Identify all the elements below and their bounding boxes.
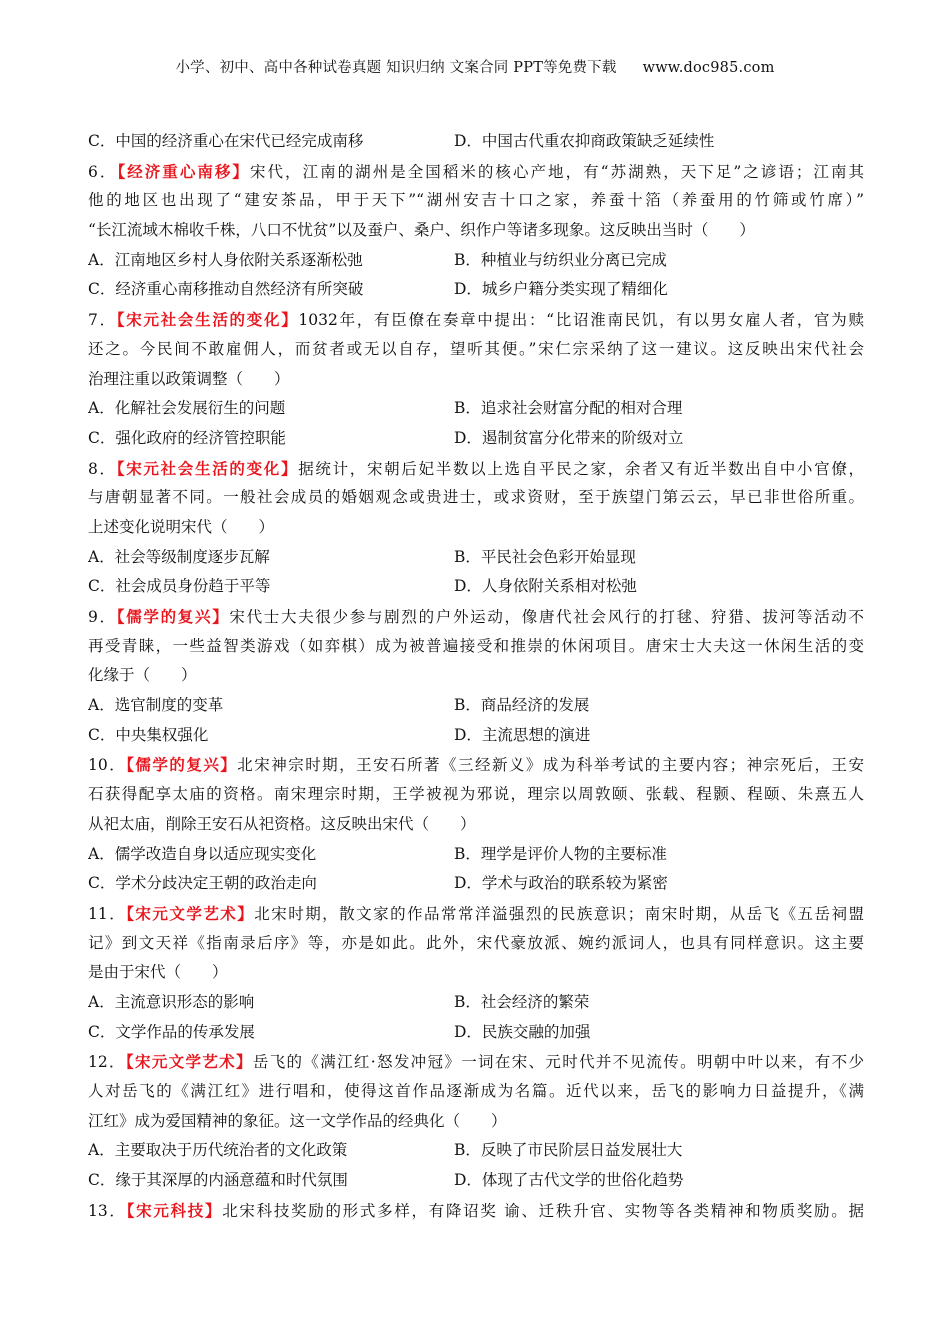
option-c[interactable]: C．学术分歧决定王朝的政治走向 bbox=[88, 874, 317, 893]
option-c[interactable]: C．社会成员身份趋于平等 bbox=[88, 577, 271, 596]
question-7-stem-line-2: 还之。今民间不敢雇佣人，而贫者或无以自存，望听其便。”宋仁宗采纳了这一建议。这反映出宋代社会 bbox=[88, 339, 864, 358]
option-d[interactable]: D．中国古代重农抑商政策缺乏延续性 bbox=[454, 132, 715, 150]
topic-tag: 【宋元社会生活的变化】 bbox=[116, 458, 299, 478]
stem-text: 宋代士大夫很少参与剧烈的户外运动，像唐代社会风行的打毬、狩猎、拔河等活动不 bbox=[229, 608, 864, 626]
question-11-stem-line-2: 记》到文天祥《指南录后序》等，亦是如此。此外，宋代豪放派、婉约派词人，也具有同样意识。这主要 bbox=[88, 933, 864, 952]
option-b[interactable]: B．平民社会色彩开始显现 bbox=[454, 547, 636, 566]
question-7-options-cd bbox=[88, 424, 864, 454]
option-b[interactable]: B．反映了市民阶层日益发展壮大 bbox=[454, 1141, 683, 1160]
question-number: 7． bbox=[88, 311, 117, 330]
question-6-stem-line-1 bbox=[88, 157, 864, 187]
option-a[interactable]: A．社会等级制度逐步瓦解 bbox=[88, 547, 270, 566]
question-8-options-cd bbox=[88, 572, 864, 602]
exam-content bbox=[88, 127, 864, 1225]
question-6-options-cd bbox=[88, 275, 864, 305]
question-6-stem-line-3: “长江流域木棉收千株，八口不忧贫”以及蚕户、桑户、织作户等诸多现象。这反映出当时（ ） bbox=[88, 221, 755, 240]
question-10-options-ab bbox=[88, 840, 864, 870]
question-number: 13． bbox=[88, 1201, 127, 1220]
option-d[interactable]: D．学术与政治的联系较为紧密 bbox=[454, 874, 668, 893]
option-c[interactable]: C．文学作品的传承发展 bbox=[88, 1022, 255, 1041]
option-a[interactable]: A．化解社会发展衍生的问题 bbox=[88, 399, 286, 418]
option-a[interactable]: A．主要取决于历代统治者的文化政策 bbox=[88, 1141, 348, 1160]
question-7-stem-line-3: 治理注重以政策调整（ ） bbox=[88, 369, 290, 388]
topic-tag: 【经济重心南移】 bbox=[117, 161, 250, 181]
question-9-options-cd bbox=[88, 721, 864, 751]
option-b[interactable]: B．社会经济的繁荣 bbox=[454, 992, 590, 1011]
stem-text: 岳飞的《满江红·怒发冲冠》一词在宋、元时代并不见流传。明朝中叶以来，有不少 bbox=[252, 1053, 864, 1072]
option-a[interactable]: A．江南地区乡村人身依附关系逐渐松弛 bbox=[88, 250, 363, 269]
topic-tag: 【宋元文学艺术】 bbox=[125, 1052, 253, 1072]
stem-text: 1032年，有臣僚在奏章中提出：“比诏淮南民饥，有以男女雇人者，官为赎 bbox=[298, 311, 864, 330]
question-8-stem-line-3: 上述变化说明宋代（ ） bbox=[88, 517, 275, 536]
header-site-link[interactable]: www.doc985.com bbox=[642, 60, 775, 76]
stem-text: 据统计，宋朝后妃半数以上选自平民之家，余者又有近半数出自中小官僚， bbox=[298, 459, 864, 478]
option-b[interactable]: B．商品经济的发展 bbox=[454, 696, 590, 715]
option-d[interactable]: D．遏制贫富分化带来的阶级对立 bbox=[454, 428, 684, 447]
topic-tag: 【宋元社会生活的变化】 bbox=[116, 310, 299, 330]
question-number: 12． bbox=[88, 1053, 126, 1072]
option-d[interactable]: D．体现了古代文学的世俗化趋势 bbox=[454, 1171, 684, 1190]
option-c[interactable]: C．强化政府的经济管控职能 bbox=[88, 428, 286, 447]
stem-text: 北宋神宗时期，王安石所著《三经新义》成为科举考试的主要内容；神宗死后，王安 bbox=[237, 756, 864, 775]
question-12-stem-line-2: 人对岳飞的《满江红》进行唱和，使得这首作品逐渐成为名篇。近代以来，岳飞的影响力日益提升，《满 bbox=[88, 1082, 864, 1100]
question-number: 8． bbox=[88, 459, 117, 478]
option-d[interactable]: D．城乡户籍分类实现了精细化 bbox=[454, 280, 668, 299]
option-d[interactable]: D．人身依附关系相对松弛 bbox=[454, 577, 637, 596]
question-6-options-ab bbox=[88, 246, 864, 276]
option-b[interactable]: B．理学是评价人物的主要标准 bbox=[454, 844, 667, 863]
stem-text: 北宋时期，散文家的作品常常洋溢强烈的民族意识；南宋时期，从岳飞《五岳祠盟 bbox=[254, 904, 864, 923]
question-11-stem-line-3: 是由于宋代（ ） bbox=[88, 963, 228, 982]
question-10-stem-line-3: 从祀太庙，削除王安石从祀资格。这反映出宋代（ ） bbox=[88, 814, 476, 833]
option-a[interactable]: A．主流意识形态的影响 bbox=[88, 992, 255, 1011]
question-9-options-ab bbox=[88, 691, 864, 721]
question-number: 6． bbox=[88, 162, 118, 181]
option-b[interactable]: B．种植业与纺织业分离已完成 bbox=[454, 250, 667, 269]
option-c[interactable]: C．中央集权强化 bbox=[88, 725, 209, 744]
question-8-options-ab bbox=[88, 543, 864, 573]
question-10-stem-line-2: 石获得配享太庙的资格。南宋理宗时期，王学被视为邪说，理宗以周敦颐、张载、程颢、程颐、朱熹五人 bbox=[88, 785, 864, 804]
question-12-options-ab bbox=[88, 1136, 864, 1166]
question-11-stem-line-1 bbox=[88, 899, 864, 929]
question-12-stem-line-1 bbox=[88, 1047, 864, 1077]
topic-tag: 【宋元文学艺术】 bbox=[126, 903, 255, 923]
stem-text: 宋代，江南的湖州是全国稻米的核心产地，有“苏湖熟，天下足”之谚语；江南其 bbox=[249, 162, 864, 181]
question-9-stem-line-3: 化缘于（ ） bbox=[88, 666, 197, 685]
question-5-options-cd bbox=[88, 127, 864, 157]
question-number: 10． bbox=[88, 756, 127, 775]
page-header bbox=[0, 56, 950, 77]
question-6-stem-line-2: 他的地区也出现了“建安茶品，甲于天下”“湖州安吉十口之家，养蚕十箔（养蚕用的竹筛或竹席）” bbox=[88, 191, 864, 210]
question-8-stem-line-2: 与唐朝显著不同。一般社会成员的婚姻观念或贵进士，或求资财，至于族望门第云云，早已非世俗所重。 bbox=[88, 488, 864, 507]
topic-tag: 【儒学的复兴】 bbox=[126, 755, 238, 775]
option-d[interactable]: D．主流思想的演进 bbox=[454, 725, 591, 744]
topic-tag: 【宋元科技】 bbox=[126, 1200, 223, 1220]
question-10-stem-line-1 bbox=[88, 750, 864, 780]
question-9-stem-line-1 bbox=[88, 602, 864, 632]
stem-text: 北宋科技奖励的形式多样，有降诏奖 谕、迁秩升官、实物等各类精神和物质奖励。据 bbox=[222, 1201, 864, 1220]
question-11-options-cd bbox=[88, 1018, 864, 1048]
question-number: 9． bbox=[88, 608, 117, 626]
option-d[interactable]: D．民族交融的加强 bbox=[454, 1022, 591, 1041]
question-7-stem-line-1 bbox=[88, 305, 864, 335]
option-c[interactable]: C．缘于其深厚的内涵意蕴和时代氛围 bbox=[88, 1171, 348, 1190]
question-11-options-ab bbox=[88, 988, 864, 1018]
question-12-stem-line-3: 江红》成为爱国精神的象征。这一文学作品的经典化（ ） bbox=[88, 1111, 507, 1130]
option-c[interactable]: C．经济重心南移推动自然经济有所突破 bbox=[88, 280, 364, 299]
question-9-stem-line-2: 再受青睐，一些益智类游戏（如弈棋）成为被普遍接受和推崇的休闲项目。唐宋士大夫这一休闲生活的变 bbox=[88, 636, 864, 655]
question-8-stem-line-1 bbox=[88, 454, 864, 484]
question-10-options-cd bbox=[88, 869, 864, 899]
option-a[interactable]: A．选官制度的变革 bbox=[88, 696, 224, 715]
topic-tag: 【儒学的复兴】 bbox=[116, 607, 230, 626]
question-12-options-cd bbox=[88, 1166, 864, 1196]
option-a[interactable]: A．儒学改造自身以适应现实变化 bbox=[88, 844, 317, 863]
question-number: 11． bbox=[88, 904, 127, 923]
option-c[interactable]: C．中国的经济重心在宋代已经完成南移 bbox=[88, 132, 364, 150]
question-13-stem-line-1 bbox=[88, 1196, 864, 1226]
option-b[interactable]: B．追求社会财富分配的相对合理 bbox=[454, 399, 683, 418]
header-text: 小学、初中、高中各种试卷真题 知识归纳 文案合同 PPT等免费下载 bbox=[175, 60, 617, 76]
question-7-options-ab bbox=[88, 394, 864, 424]
